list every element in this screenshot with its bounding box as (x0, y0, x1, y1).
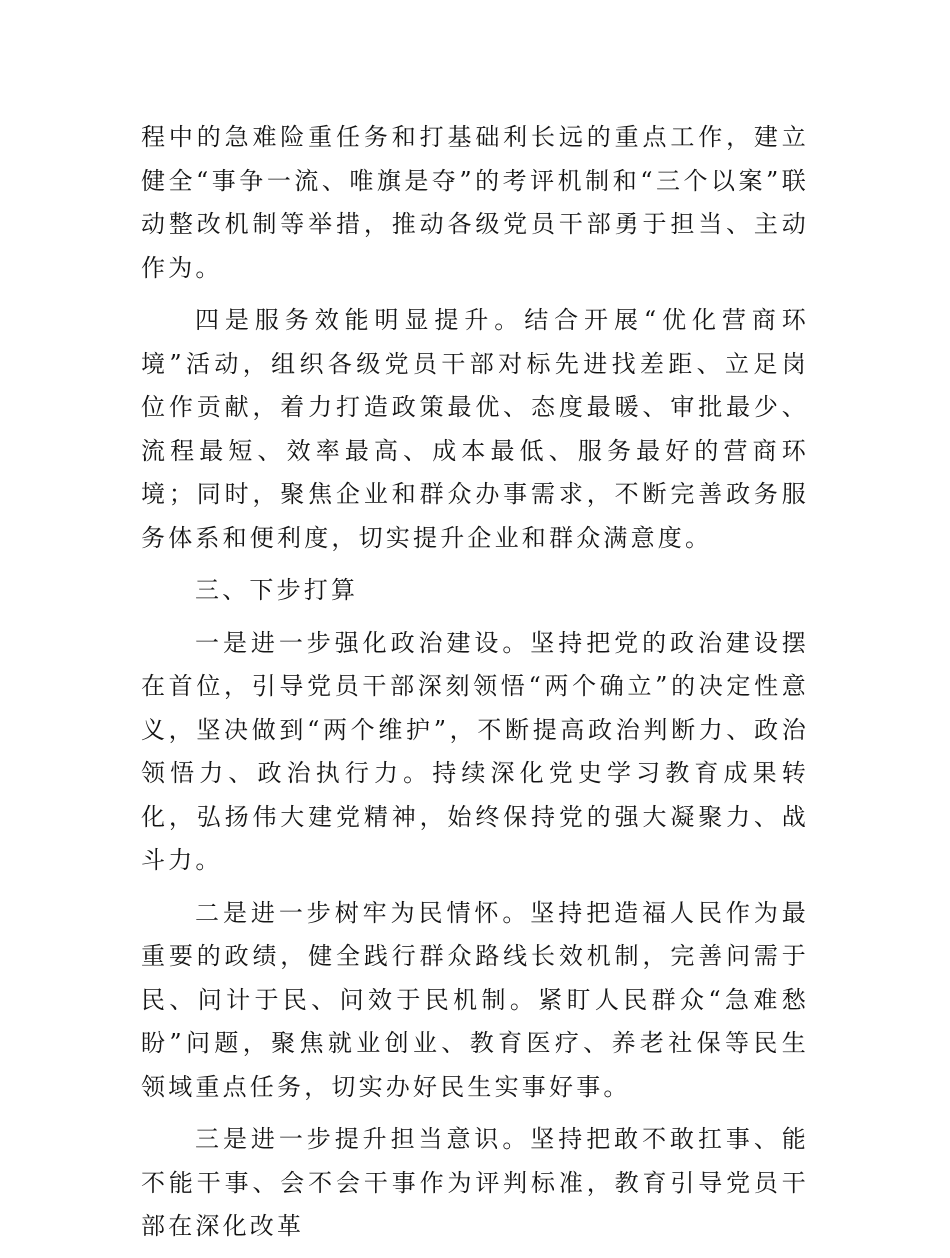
paragraph-service-efficiency: 四是服务效能明显提升。结合开展“优化营商环境”活动，组织各级党员干部对标先进找差距、立足岗位作贡献，着力打造政策最优、态度最暖、审批最少、流程最短、效率最高、成本最低、服务最好的营商环境；同时，聚焦企业和群众办事需求，不断完善政务服务体系和便利度，切实提升企业和群众满意度。 (141, 306, 809, 552)
paragraph-people-first: 二是进一步树牢为民情怀。坚持把造福人民作为最重要的政绩，健全践行群众路线长效机制，完善问需于民、问计于民、问效于民机制。紧盯人民群众“急难愁盼”问题，聚焦就业创业、教育医疗、养老社保等民生领域重点任务，切实办好民生实事好事。 (141, 898, 809, 1101)
paragraph-political-building: 一是进一步强化政治建设。坚持把党的政治建设摆在首位，引导党员干部深刻领悟“两个确立”的决定性意义，坚决做到“两个维护”，不断提高政治判断力、政治领悟力、政治执行力。持续深化党史学习教育成果转化，弘扬伟大建党精神，始终保持党的强大凝聚力、战斗力。 (141, 628, 809, 874)
section-heading-next-steps: 三、下步打算 (195, 576, 359, 604)
paragraph-continuation: 程中的急难险重任务和打基础利长远的重点工作，建立健全“事争一流、唯旗是夺”的考评机制和“三个以案”联动整改机制等举措，推动各级党员干部勇于担当、主动作为。 (141, 123, 809, 282)
paragraph-responsibility: 三是进一步提升担当意识。坚持把敢不敢扛事、能不能干事、会不会干事作为评判标准，教育引导党员干部在深化改革 (141, 1125, 809, 1240)
document-body (141, 116, 809, 1258)
